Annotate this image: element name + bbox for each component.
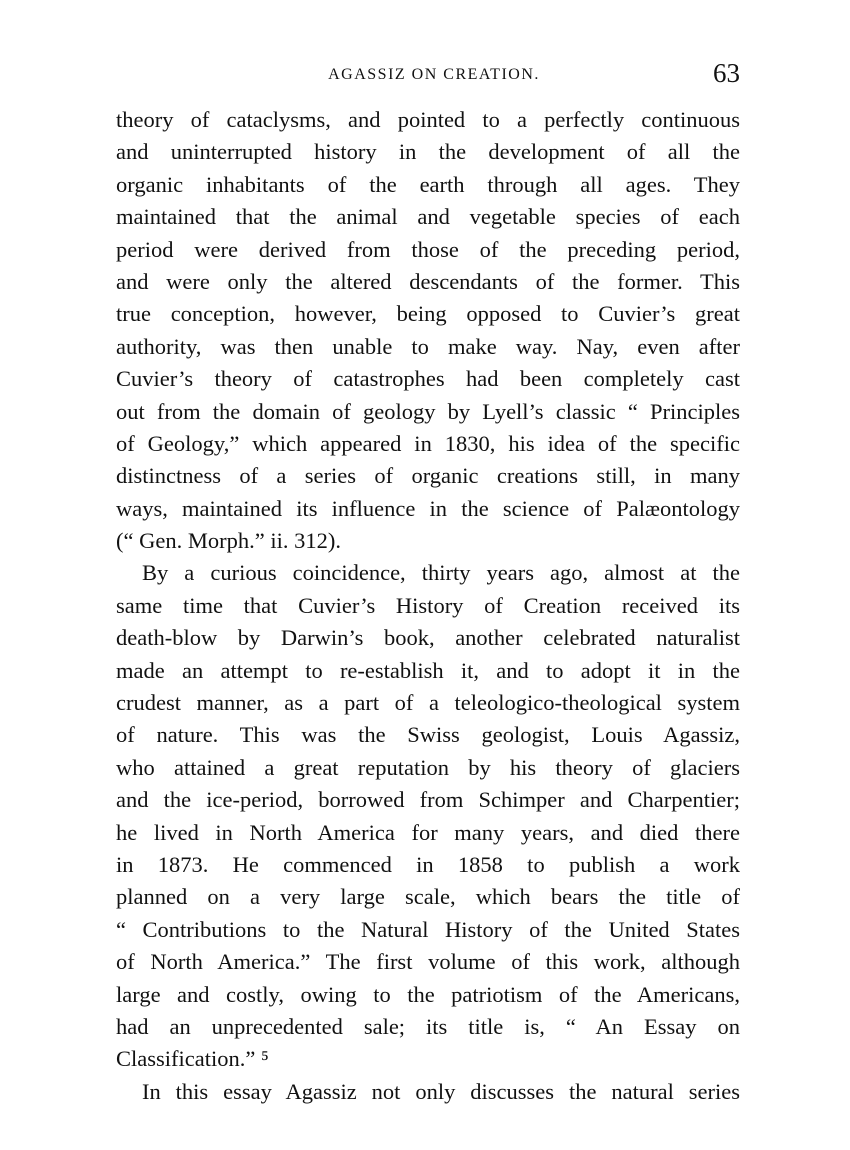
text-line: distinctness of a series of organic creations still, in many	[116, 463, 740, 489]
text-line: By a curious coincidence, thirty years ago, almost at the	[142, 560, 740, 586]
text-line: made an attempt to re-establish it, and to adopt it in the	[116, 657, 740, 683]
text-line: true conception, however, being opposed to Cuvier’s great	[116, 301, 740, 327]
page-number: 63	[713, 58, 740, 88]
paragraph-3	[116, 1076, 740, 1108]
text-line: theory of cataclysms, and pointed to a perfectly continuous	[116, 107, 740, 132]
book-page	[116, 56, 740, 1108]
page-header	[116, 56, 740, 96]
text-line: who attained a great reputation by his theory of glaciers	[116, 754, 740, 780]
paragraph-2	[116, 557, 740, 1075]
text-line: authority, was then unable to make way. Nay, even after	[116, 333, 740, 359]
text-line: (“ Gen. Morph.” ii. 312).	[116, 528, 341, 554]
text-line: same time that Cuvier’s History of Creation received its	[116, 592, 740, 618]
text-line: out from the domain of geology by Lyell’s classic “ Principles	[116, 398, 740, 424]
text-line: of Geology,” which appeared in 1830, his idea of the specific	[116, 430, 740, 456]
text-line: organic inhabitants of the earth through all ages. They	[116, 171, 740, 197]
paragraph-1	[116, 104, 740, 557]
text-line: and uninterrupted history in the development of all the	[116, 139, 740, 165]
text-line: of nature. This was the Swiss geologist, Louis Agassiz,	[116, 722, 740, 748]
text-line: Classification.” ⁵	[116, 1046, 269, 1072]
text-line: and were only the altered descendants of the former. This	[116, 268, 740, 294]
body-text	[116, 104, 740, 1108]
text-line: In this essay Agassiz not only discusses the natural series	[142, 1078, 740, 1104]
text-line: in 1873. He commenced in 1858 to publish a work	[116, 851, 740, 877]
text-line: large and costly, owing to the patriotism of the Americans,	[116, 981, 740, 1007]
text-line: had an unprecedented sale; its title is, “ An Essay on	[116, 1013, 740, 1039]
text-line: ways, maintained its influence in the science of Palæontology	[116, 495, 740, 521]
text-line: death-blow by Darwin’s book, another celebrated naturalist	[116, 625, 740, 651]
text-line: maintained that the animal and vegetable species of each	[116, 204, 740, 230]
text-line: crudest manner, as a part of a teleologico-theological system	[116, 690, 740, 716]
text-line: and the ice-period, borrowed from Schimper and Charpentier;	[116, 787, 740, 813]
text-line: planned on a very large scale, which bears the title of	[116, 884, 740, 910]
text-line: “ Contributions to the Natural History of the United States	[116, 916, 740, 942]
running-title: AGASSIZ ON CREATION.	[328, 66, 540, 83]
text-line: period were derived from those of the preceding period,	[116, 236, 740, 262]
text-line: Cuvier’s theory of catastrophes had been completely cast	[116, 366, 740, 392]
text-line: of North America.” The first volume of this work, although	[116, 949, 740, 975]
text-line: he lived in North America for many years, and died there	[116, 819, 740, 845]
